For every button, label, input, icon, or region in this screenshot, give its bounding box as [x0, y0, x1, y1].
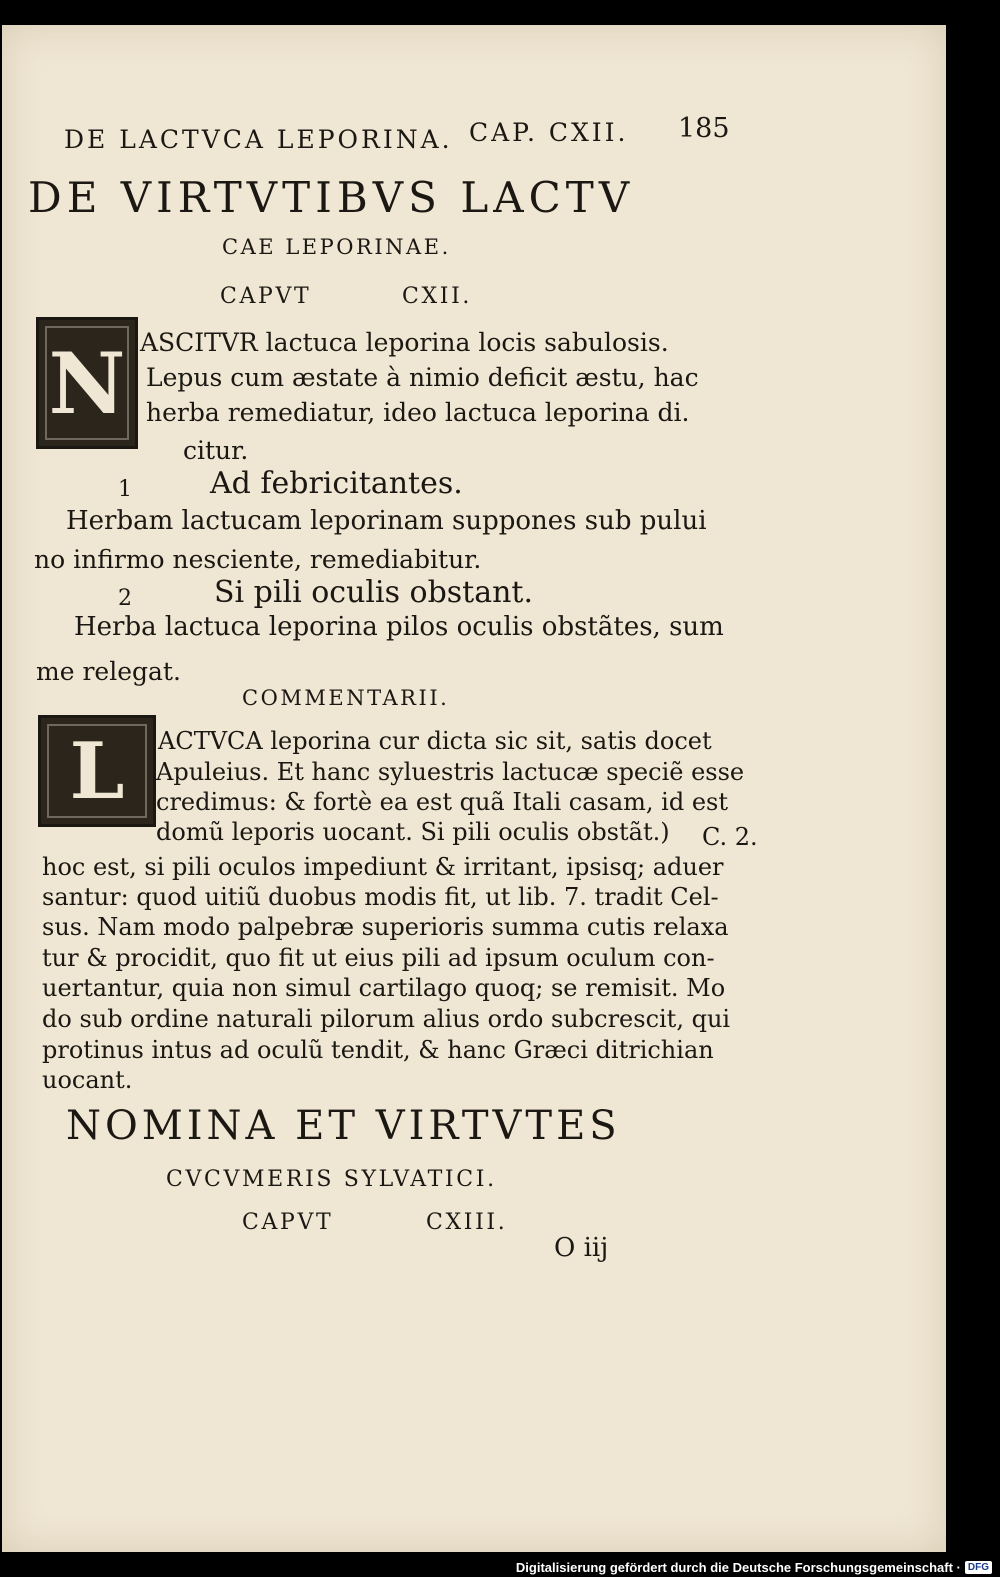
commentary-line: sus. Nam modo palpebræ superioris summa cutis relaxa	[42, 913, 729, 941]
signature-mark: O iij	[554, 1233, 609, 1263]
next-caput-number: CXIII.	[426, 1210, 508, 1235]
commentary-line: tur & procidit, quo fit ut eius pili ad ipsum oculum con-	[42, 944, 715, 972]
margin-note: C. 2.	[702, 823, 758, 851]
running-head-chapter: CAP. CXII.	[469, 118, 629, 147]
remedy-text: Herbam lactucam leporinam suppones sub pului	[66, 506, 707, 536]
page-number: 185	[678, 113, 730, 144]
commentary-line: Apuleius. Et hanc syluestris lactucæ speciẽ esse	[156, 758, 745, 786]
caput-number: CXII.	[402, 284, 473, 309]
commentary-line: uertantur, quia non simul cartilago quoq; se remisit. Mo	[42, 974, 726, 1002]
remedy-number: 2	[118, 586, 132, 611]
commentary-line: domũ leporis uocant. Si pili oculis obstãt.)	[156, 818, 670, 846]
chapter-title-line2: CAE LEPORINAE.	[222, 235, 451, 259]
next-chapter-title-line1: NOMINA ET VIRTVTES	[66, 1103, 621, 1149]
remedy-text: Herba lactuca leporina pilos oculis obstãtes, sum	[74, 612, 724, 642]
commentary-line: do sub ordine naturali pilorum alius ordo subcrescit, qui	[42, 1005, 731, 1033]
next-caput-label: CAPVT	[242, 1210, 334, 1235]
commentary-line: hoc est, si pili oculos impediunt & irritant, ipsisq; aduer	[42, 853, 724, 881]
credit-text: Digitalisierung gefördert durch die Deutsche Forschungsgemeinschaft ·	[515, 1560, 961, 1575]
remedy-number: 1	[118, 477, 132, 502]
dfg-logo: DFG	[965, 1561, 992, 1574]
commentary-line: uocant.	[42, 1066, 133, 1094]
remedy-heading: Si pili oculis obstant.	[214, 575, 534, 610]
digitization-credit	[516, 1560, 992, 1575]
commentary-line: ACTVCA leporina cur dicta sic sit, satis docet	[158, 727, 712, 755]
caput-label: CAPVT	[220, 284, 312, 309]
decorated-initial-n: N	[36, 317, 138, 449]
book-page	[2, 25, 946, 1552]
body-line: citur.	[183, 436, 249, 465]
body-line: ASCITVR lactuca leporina locis sabulosis.	[140, 328, 669, 357]
next-chapter-title-line2: CVCVMERIS SYLVATICI.	[166, 1167, 497, 1192]
body-line: herba remediatur, ideo lactuca leporina di.	[146, 398, 690, 427]
remedy-text: no infirmo nesciente, remediabitur.	[34, 545, 482, 574]
commentarii-heading: COMMENTARII.	[242, 686, 450, 710]
running-head-title: DE LACTVCA LEPORINA.	[64, 125, 453, 154]
decorated-initial-l: L	[38, 715, 156, 827]
commentary-line: protinus intus ad oculũ tendit, & hanc Græci ditrichian	[42, 1036, 714, 1064]
body-line: Lepus cum æstate à nimio deficit æstu, hac	[146, 363, 699, 392]
commentary-line: santur: quod uitiũ duobus modis fit, ut lib. 7. tradit Cel-	[42, 883, 719, 911]
commentary-line: credimus: & fortè ea est quã Itali casam, id est	[156, 788, 729, 816]
remedy-heading: Ad febricitantes.	[210, 466, 463, 501]
chapter-title-line1: DE VIRTVTIBVS LACTV	[28, 173, 635, 222]
remedy-text: me relegat.	[36, 657, 181, 686]
